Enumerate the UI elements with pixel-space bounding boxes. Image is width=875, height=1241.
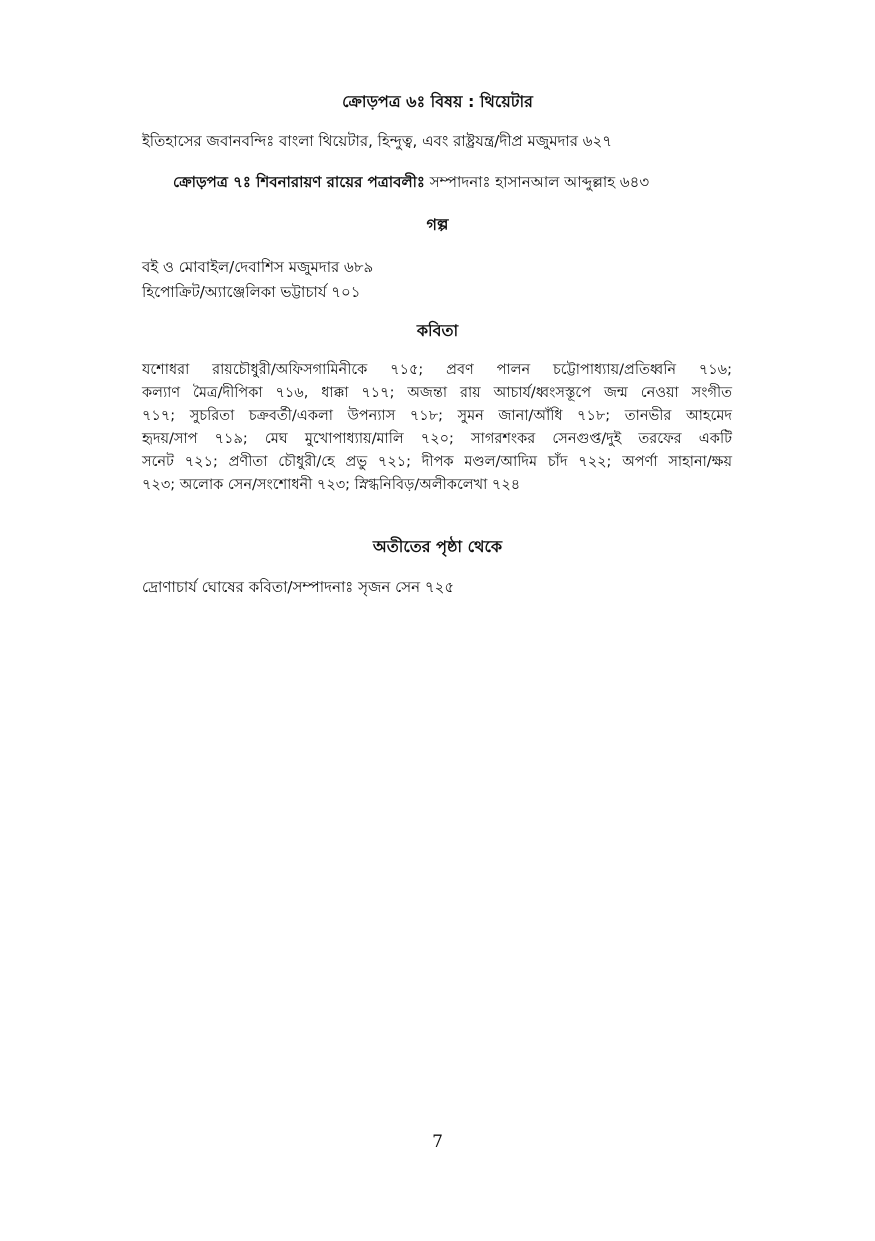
toc-entry: হিপোক্রিট/অ্যাঞ্জেলিকা ভট্টাচার্য ৭০১ [142,283,361,301]
paragraph-line: ৭২৩; অলোক সেন/সংশোধনী ৭২৩; স্নিগ্ধনিবিড়/অলীকলেখা ৭২৪ [142,477,521,493]
section-title-letters: ক্রোড়পত্র ৭ঃ শিবনারায়ণ রায়ের পত্রাবলীঃ [173,173,425,191]
page-number: 7 [432,1132,443,1152]
toc-entry: দ্রোণাচার্য ঘোষের কবিতা/সম্পাদনাঃ সৃজন সেন ৭২৫ [142,578,455,596]
section-heading-stories: গল্প [426,215,449,234]
toc-entry: বই ও মোবাইল/দেবাশিস মজুমদার ৬৮৯ [142,258,374,276]
paragraph-line: কল্যাণ মৈত্র/দীপিকা ৭১৬, ধাক্কা ৭১৭; অজন্তা রায় আচার্য/ধ্বংসস্তূপে জন্ম নেওয়া সংগীত [142,385,732,401]
section-heading-theatre: ক্রোড়পত্র ৬ঃ বিষয় : থিয়েটার [342,92,533,111]
toc-entry-letters [173,171,649,193]
paragraph-line: ৭১৭; সুচরিতা চক্রবর্তী/একলা উপন্যাস ৭১৮; সুমন জানা/আঁধি ৭১৮; তানভীর আহমেদ [142,408,732,424]
paragraph-line: সনেট ৭২১; প্রণীতা চৌধুরী/হে প্রভু ৭২১; দীপক মণ্ডল/আদিম চাঁদ ৭২২; অপর্ণা সাহানা/ক্ষয় [142,454,732,470]
section-editor: সম্পাদনাঃ হাসানআল আব্দুল্লাহ ৬৪৩ [424,173,650,191]
toc-entry: ইতিহাসের জবানবন্দিঃ বাংলা থিয়েটার, হিন্দুত্ব, এবং রাষ্ট্রযন্ত্র/দীপ্র মজুমদার ৬২৭ [142,132,613,150]
paragraph-line: হৃদয়/সাপ ৭১৯; মেঘ মুখোপাধ্যায়/মালি ৭২০; সাগরশংকর সেনগুপ্ত/দুই তরফের একটি [142,431,732,447]
section-heading-poems: কবিতা [416,321,459,340]
paragraph-line: যশোধরা রায়চৌধুরী/অফিসগামিনীকে ৭১৫; প্রবণ পালন চট্টোপাধ্যায়/প্রতিধ্বনি ৭১৬; [142,362,732,378]
poems-paragraph [142,359,732,497]
section-heading-past: অতীতের পৃষ্ঠা থেকে [372,537,503,556]
